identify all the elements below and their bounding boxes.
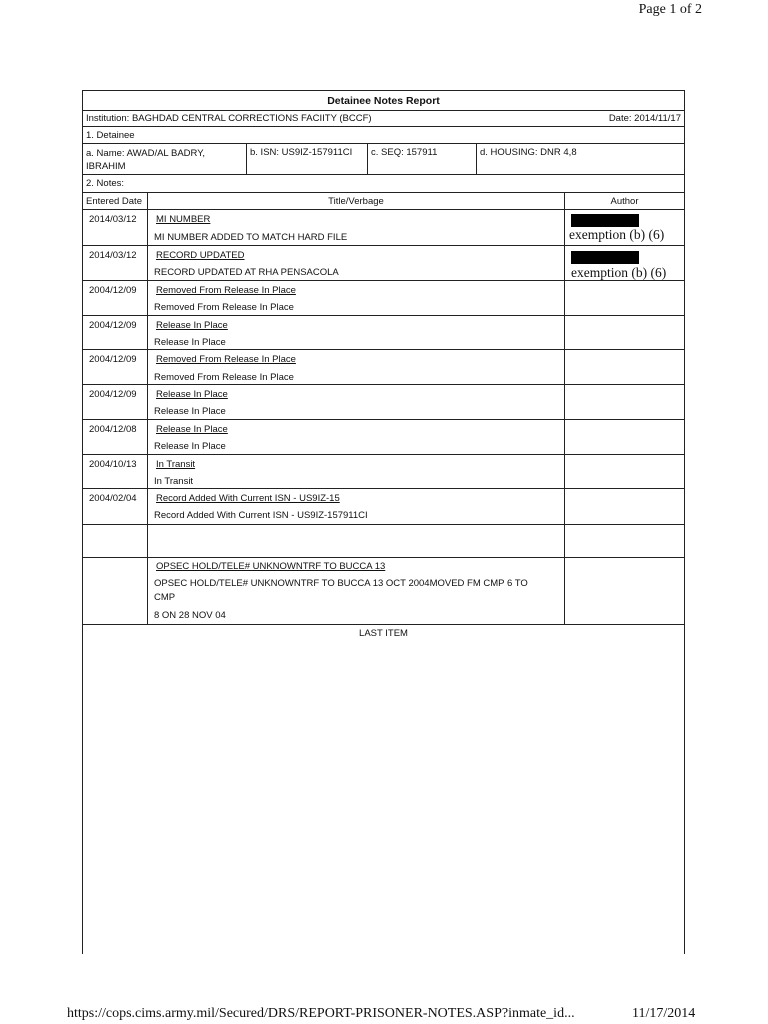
note-title: Removed From Release In Place (156, 285, 296, 296)
note-row (83, 385, 684, 420)
note-body: Record Added With Current ISN - US9IZ-157911CI (154, 510, 368, 521)
opsec-line-3: 8 ON 28 NOV 04 (154, 610, 226, 621)
header-entered-date: Entered Date (86, 196, 142, 207)
note-row (83, 350, 684, 385)
note-body: MI NUMBER ADDED TO MATCH HARD FILE (154, 232, 348, 243)
detainee-housing: d. HOUSING: DNR 4,8 (480, 147, 577, 158)
report-date: Date: 2014/11/17 (608, 113, 681, 124)
note-title: Record Added With Current ISN - US9IZ-15 (156, 493, 340, 504)
note-date: 2014/03/12 (89, 250, 137, 261)
isn-cell (246, 144, 367, 174)
note-body: Removed From Release In Place (154, 302, 294, 313)
footer-url: https://cops.cims.army.mil/Secured/DRS/REPORT-PRISONER-NOTES.ASP?inmate_id... (67, 1006, 575, 1021)
note-date: 2004/02/04 (89, 493, 137, 504)
redaction-box (571, 251, 639, 264)
section-notes (83, 175, 684, 193)
note-author-cell (564, 281, 684, 315)
last-item-label: LAST ITEM (359, 628, 408, 639)
note-date: 2004/10/13 (89, 459, 137, 470)
header-title-verbage: Title/Verbage (328, 196, 384, 207)
detainee-name: a. Name: AWAD/AL BADRY, IBRAHIM (86, 148, 205, 172)
institution: Institution: BAGHDAD CENTRAL CORRECTIONS FACIITY (BCCF) (86, 113, 372, 124)
note-title: MI NUMBER (156, 214, 211, 225)
detainee-name-cell (83, 144, 246, 174)
opsec-line-1: OPSEC HOLD/TELE# UNKNOWNTRF TO BUCCA 13 OCT 2004MOVED FM CMP 6 TO (154, 578, 528, 589)
note-author-cell (564, 210, 684, 245)
institution-row (83, 111, 684, 127)
note-title: Release In Place (156, 320, 228, 331)
note-title: RECORD UPDATED (156, 250, 245, 261)
note-date: 2004/12/09 (89, 389, 137, 400)
note-row (83, 455, 684, 489)
detainee-seq: c. SEQ: 157911 (371, 147, 438, 158)
note-date: 2014/03/12 (89, 214, 137, 225)
opsec-line-2: CMP (154, 592, 176, 603)
page-number: Page 1 of 2 (638, 2, 702, 17)
note-date: 2004/12/09 (89, 285, 137, 296)
empty-note-row (83, 525, 684, 558)
detainee-isn: b. ISN: US9IZ-157911CI (250, 147, 353, 158)
note-row (83, 489, 684, 525)
housing-cell (476, 144, 684, 174)
redaction-box (571, 214, 639, 227)
opsec-note-row (83, 558, 684, 625)
seq-cell (367, 144, 476, 174)
note-body: Removed From Release In Place (154, 372, 294, 383)
note-row (83, 210, 684, 246)
note-author-cell (564, 246, 684, 280)
note-author-cell (564, 385, 684, 419)
note-row (83, 420, 684, 455)
header-author-cell (564, 193, 684, 209)
detainee-notes-report (82, 90, 685, 954)
footer-date: 11/17/2014 (632, 1006, 696, 1021)
section-notes-label: 2. Notes: (86, 178, 125, 189)
section-detainee (83, 127, 684, 144)
header-title-cell (147, 193, 564, 209)
note-author-cell (564, 455, 684, 488)
section-detainee-label: 1. Detainee (86, 130, 135, 141)
report-title: Detainee Notes Report (327, 95, 440, 107)
note-title: Release In Place (156, 424, 228, 435)
note-row (83, 246, 684, 281)
note-body: Release In Place (154, 337, 226, 348)
note-date: 2004/12/09 (89, 354, 137, 365)
note-date: 2004/12/09 (89, 320, 137, 331)
note-body: Release In Place (154, 441, 226, 452)
detainee-info-row (83, 144, 684, 175)
note-row (83, 316, 684, 350)
note-body: In Transit (154, 476, 194, 487)
note-title: In Transit (156, 459, 196, 470)
header-entered-date-cell (83, 193, 147, 209)
note-body: Release In Place (154, 406, 226, 417)
opsec-title: OPSEC HOLD/TELE# UNKNOWNTRF TO BUCCA 13 (156, 561, 386, 572)
notes-header-row (83, 193, 684, 210)
note-row (83, 281, 684, 316)
note-title: Release In Place (156, 389, 228, 400)
note-author-cell (564, 316, 684, 349)
note-author-cell (564, 350, 684, 384)
report-title-row (83, 91, 684, 111)
note-author-cell (564, 489, 684, 524)
exemption-label: exemption (b) (6) (569, 227, 665, 242)
note-author-cell (564, 420, 684, 454)
note-title: Removed From Release In Place (156, 354, 296, 365)
note-date: 2004/12/08 (89, 424, 137, 435)
note-body: RECORD UPDATED AT RHA PENSACOLA (154, 267, 339, 278)
exemption-label: exemption (b) (6) (571, 265, 667, 280)
header-author: Author (610, 196, 639, 207)
